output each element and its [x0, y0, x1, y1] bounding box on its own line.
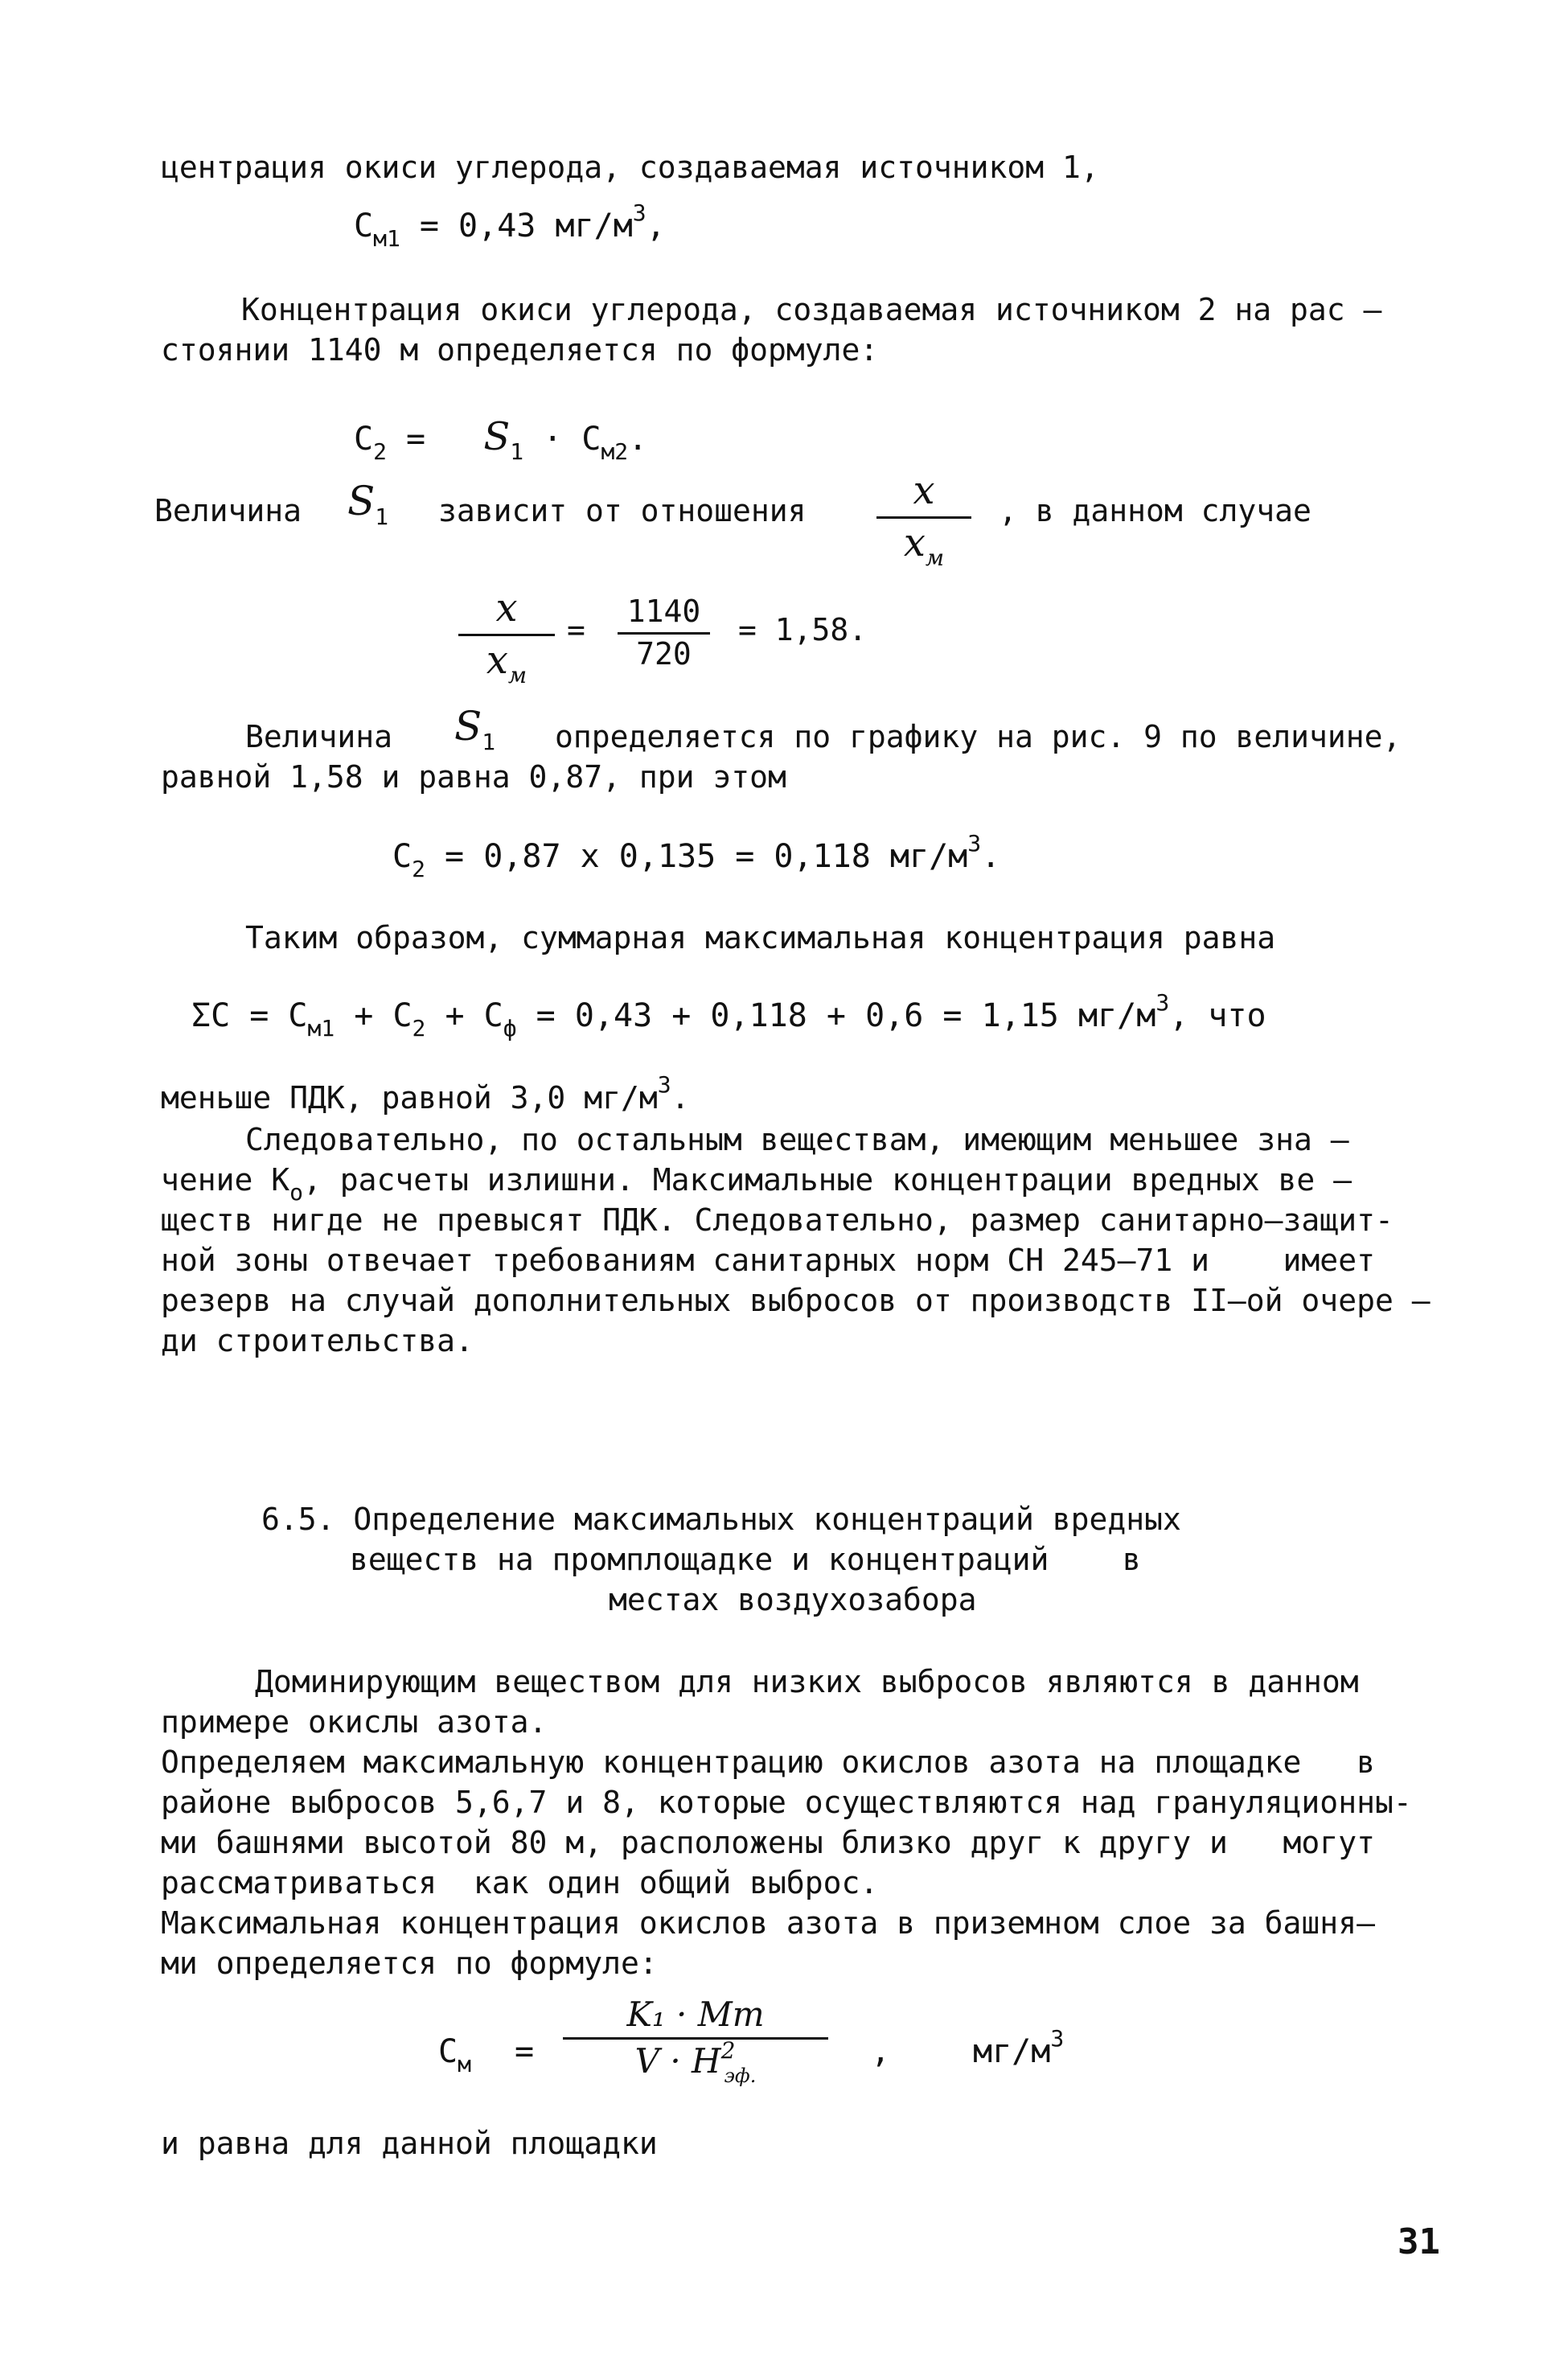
text: Таким образом, суммарная максимальная концентрация равна	[245, 920, 1276, 955]
unit: мг/м	[973, 2033, 1051, 2070]
subscript: эф.	[724, 2065, 757, 2087]
text: чение К	[161, 1162, 290, 1198]
text: районе выбросов 5,6,7 и 8, которые осуществляются над грануляционны-	[161, 1785, 1412, 1820]
text-line	[555, 718, 1401, 755]
punct: , что	[1169, 997, 1266, 1034]
text: меньше ПДК, равной 3,0 мг/м	[161, 1080, 658, 1116]
s-symbol: S	[483, 414, 511, 459]
text-line	[241, 291, 1381, 328]
text-line	[255, 1663, 1359, 1700]
den-text: V · H	[634, 2041, 721, 2081]
text-line	[161, 2125, 658, 2162]
text: Величина	[245, 719, 393, 754]
symbol: S	[454, 703, 482, 750]
operator: · С	[523, 421, 601, 458]
formula-c2-value	[392, 830, 1001, 882]
superscript: 3	[632, 199, 646, 226]
subscript: 1	[510, 438, 524, 465]
equals	[567, 611, 585, 648]
text-line	[245, 1121, 1349, 1158]
number-fraction	[618, 594, 710, 672]
text-line	[161, 1703, 547, 1740]
formula-cm-lhs	[438, 2033, 471, 2077]
page-number-text: 31	[1398, 2221, 1440, 2262]
text-line	[161, 1202, 1394, 1239]
text-line	[161, 1071, 690, 1120]
text-line	[161, 758, 786, 795]
text-line	[161, 1824, 1375, 1861]
text: и равна для данной площадки	[161, 2126, 658, 2161]
text: Максимальная концентрация окислов азота в приземном слое за башня–	[161, 1905, 1375, 1941]
text-line	[999, 492, 1311, 529]
text-line	[161, 149, 1099, 186]
symbol: С	[438, 2033, 458, 2070]
equals-sign: =	[515, 2033, 535, 2070]
den-x: x	[486, 638, 508, 683]
text-line	[161, 1161, 1353, 1206]
text-line	[161, 1784, 1412, 1821]
subscript: м	[507, 662, 527, 688]
value: = 0,43 мг/м	[400, 208, 633, 244]
text: ми определяется по формуле:	[161, 1946, 658, 1981]
text: Следовательно, по остальным веществам, имеющим меньшее зна –	[245, 1122, 1349, 1157]
formula-cm-unit	[973, 2025, 1065, 2073]
text: зависит от отношения	[438, 493, 807, 528]
punct: ,	[646, 208, 666, 244]
subscript: 2	[373, 438, 387, 465]
ratio-result	[738, 611, 867, 648]
heading-line: веществ на промплощадке и концентраций в	[350, 1542, 1141, 1577]
text-line	[245, 919, 1275, 956]
text: ди строительства.	[161, 1323, 474, 1358]
term: + С	[425, 997, 503, 1034]
superscript: 3	[657, 1071, 671, 1098]
subscript: м1	[307, 1015, 335, 1042]
text: , расчеты излишни. Максимальные концентрации вредных ве –	[303, 1162, 1353, 1198]
denominator	[563, 2037, 828, 2087]
text: Доминирующим веществом для низких выбросов являются в данном	[255, 1664, 1359, 1699]
subscript: 2	[412, 856, 425, 882]
superscript: 3	[967, 830, 982, 857]
text-line	[161, 1322, 474, 1359]
formula-c2	[354, 414, 648, 465]
equals: =	[386, 421, 484, 458]
term: + С	[335, 997, 413, 1034]
ratio-fraction	[876, 468, 971, 571]
subscript: 1	[482, 729, 496, 755]
s1-symbol	[347, 478, 389, 530]
formula-cm1	[354, 199, 666, 252]
text: резерв на случай дополнительных выбросов от производств II–ой очере –	[161, 1283, 1430, 1318]
subscript: о	[289, 1179, 304, 1206]
text: примере окислы азота.	[161, 1704, 548, 1740]
text-line	[161, 1945, 658, 1982]
text-line	[161, 1864, 878, 1901]
punct: .	[671, 1080, 690, 1116]
superscript: 2	[720, 2037, 736, 2064]
section-heading	[261, 1501, 1181, 1538]
text: равной 1,58 и равна 0,87, при этом	[161, 759, 786, 795]
text-line	[245, 718, 392, 755]
superscript: 3	[1155, 989, 1170, 1016]
superscript: 3	[1050, 2025, 1065, 2052]
subscript: м2	[601, 438, 629, 465]
punct: .	[628, 421, 648, 458]
text-line	[161, 331, 878, 368]
text: Величина	[154, 493, 302, 528]
text: , в данном случае	[999, 493, 1311, 528]
text: определяется по графику на рис. 9 по величине,	[555, 719, 1402, 754]
heading-line: 6.5. Определение максимальных концентраций вредных	[261, 1502, 1181, 1537]
value: = 0,43 + 0,118 + 0,6 = 1,15 мг/м	[516, 997, 1156, 1034]
subscript: 2	[412, 1015, 426, 1042]
text: Определяем максимальную концентрацию окислов азота на площадке в	[161, 1744, 1375, 1780]
den-x: x	[903, 520, 926, 565]
denominator	[876, 519, 971, 571]
s1-symbol	[454, 703, 496, 755]
section-heading	[609, 1581, 977, 1618]
subscript: ф	[503, 1015, 517, 1042]
symbol: S	[347, 478, 376, 524]
text: рассматриваться как один общий выброс.	[161, 1865, 879, 1900]
denominator: 720	[636, 636, 692, 672]
page-number	[1398, 2221, 1440, 2262]
punct: ,	[871, 2033, 891, 2070]
text-line	[161, 1744, 1375, 1781]
section-heading	[350, 1541, 1141, 1578]
equals-sign: =	[567, 612, 585, 647]
text: центрация окиси углерода, создаваемая источником 1,	[161, 150, 1099, 185]
text: ми башнями высотой 80 м, расположены близко друг к другу и могут	[161, 1825, 1375, 1860]
subscript: м	[925, 544, 945, 571]
text: ной зоны отвечает требованиям санитарных норм СН 245–71 и имеет	[161, 1243, 1375, 1278]
text-line	[161, 1905, 1375, 1942]
subscript: м	[458, 2051, 471, 2077]
formula-cm-comma	[871, 2033, 890, 2070]
numerator: K₁ · Mт	[563, 1995, 828, 2040]
sum-lhs: ΣС = С	[191, 997, 308, 1034]
text-line	[438, 492, 807, 529]
heading-line: местах воздухозабора	[609, 1582, 977, 1617]
ratio-fraction-2	[458, 586, 555, 688]
formula-cm-eq	[515, 2033, 534, 2070]
numerator: 1140	[618, 594, 710, 635]
text-line	[161, 1242, 1375, 1279]
punct: .	[981, 838, 1001, 875]
subscript: 1	[375, 503, 389, 530]
formula-cm-fraction	[563, 1995, 828, 2087]
text-line	[154, 492, 302, 529]
text-line	[161, 1282, 1430, 1319]
symbol: С	[392, 838, 413, 875]
text: ществ нигде не превысят ПДК. Следовательно, размер санитарно–защит-	[161, 1202, 1394, 1238]
value: = 0,87 х 0,135 = 0,118 мг/м	[425, 838, 968, 875]
symbol: С	[354, 208, 374, 244]
denominator	[458, 636, 555, 688]
text: стоянии 1140 м определяется по формуле:	[161, 332, 879, 368]
value: = 1,58.	[738, 612, 868, 647]
numerator: x	[876, 468, 971, 519]
formula-sum	[191, 989, 1266, 1042]
numerator: x	[458, 586, 555, 636]
text: Концентрация окиси углерода, создаваемая источником 2 на рас –	[241, 292, 1382, 327]
symbol: С	[354, 421, 374, 458]
subscript: м1	[373, 225, 400, 252]
